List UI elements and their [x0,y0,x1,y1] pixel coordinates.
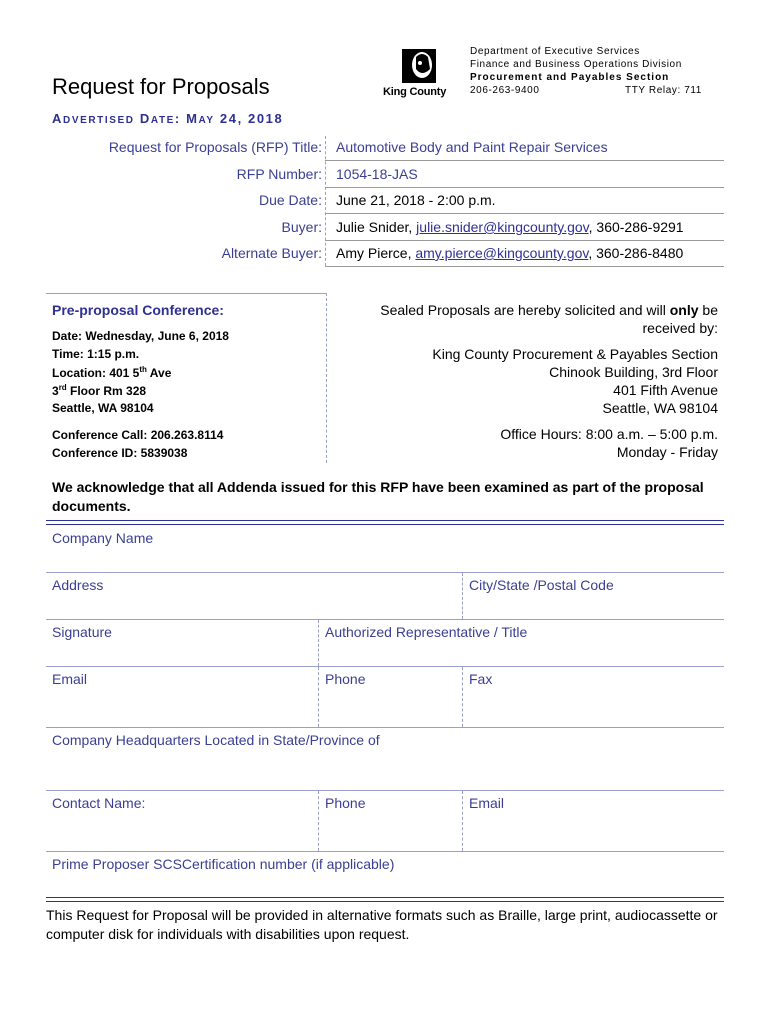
company-name-field[interactable]: Company Name [52,530,154,546]
buyer-value: Julie Snider, julie.snider@kingcounty.gov, 360-286-9291 [336,219,684,235]
form-rule [46,727,724,728]
sealed-address-4: Seattle, WA 98104 [602,400,718,416]
addenda-acknowledgement: We acknowledge that all Addenda issued for this RFP have been examined as part of the proposal documents. [52,479,704,514]
rfp-number-label: RFP Number: [236,166,322,182]
advertised-date: ADVERTISED DATE: MAY 24, 2018 [52,111,284,126]
fax-field[interactable]: Fax [469,671,493,687]
signature-field[interactable]: Signature [52,624,112,640]
dept-line-1: Department of Executive Services [470,46,640,57]
buyer-email-link[interactable]: julie.snider@kingcounty.gov [416,219,589,235]
dept-line-3: Procurement and Payables Section [470,72,670,83]
alternate-buyer-label: Alternate Buyer: [221,245,322,261]
contact-name-field[interactable]: Contact Name: [52,795,146,811]
sealed-address-2: Chinook Building, 3rd Floor [549,364,718,380]
office-hours: Office Hours: 8:00 a.m. – 5:00 p.m. [500,426,718,442]
form-rule [46,619,724,620]
scs-certification-field[interactable]: Prime Proposer SCSCertification number (if applicable) [52,856,395,872]
dept-phone: 206-263-9400 [470,85,540,96]
form-divider [318,791,319,851]
form-divider [462,667,463,727]
due-date-value: June 21, 2018 - 2:00 p.m. [336,192,496,208]
tty-relay: TTY Relay: 711 [625,85,702,96]
form-rule [46,666,724,667]
conference-id: Conference ID: 5839038 [52,446,188,460]
contact-email-field[interactable]: Email [469,795,505,811]
info-separator [325,240,724,241]
due-date-label: Due Date: [258,192,322,208]
form-top-double-rule [46,520,724,525]
sealed-address-3: 401 Fifth Avenue [613,382,718,398]
address-field[interactable]: Address [52,577,104,593]
alternate-buyer-value: Amy Pierce, amy.pierce@kingcounty.gov, 360-286-8480 [336,245,684,261]
conference-heading: Pre-proposal Conference: [52,302,224,318]
rfp-number-value: 1054-18-JAS [336,166,418,182]
page-title: Request for Proposals [52,74,270,99]
dept-line-2: Finance and Business Operations Division [470,59,682,70]
rfp-title-value: Automotive Body and Paint Repair Services [336,139,608,155]
form-divider [318,667,319,727]
buyer-label: Buyer: [281,219,322,235]
city-state-postal-field[interactable]: City/State /Postal Code [469,577,614,593]
form-rule [46,790,724,791]
sealed-line-2: received by: [642,320,718,336]
form-rule [46,851,724,852]
sealed-line-1: Sealed Proposals are hereby solicited and will only be [380,302,718,318]
conference-top-rule [46,293,326,294]
office-days: Monday - Friday [616,444,718,460]
rfp-title-label: Request for Proposals (RFP) Title: [108,139,322,155]
form-divider [318,620,319,666]
conference-location: Location: 401 5th Ave [52,365,172,380]
conference-date: Date: Wednesday, June 6, 2018 [52,329,229,343]
info-divider [325,136,326,266]
sealed-address-1: King County Procurement & Payables Section [432,346,718,362]
form-divider [462,791,463,851]
phone-field[interactable]: Phone [325,671,366,687]
info-separator [325,160,724,161]
conference-city: Seattle, WA 98104 [52,401,154,415]
authorized-representative-field[interactable]: Authorized Representative / Title [325,624,528,640]
info-separator [325,213,724,214]
contact-phone-field[interactable]: Phone [325,795,366,811]
conference-call: Conference Call: 206.263.8114 [52,428,224,442]
form-divider [462,573,463,619]
form-bottom-double-rule [46,897,724,902]
info-separator [325,266,724,267]
headquarters-field[interactable]: Company Headquarters Located in State/Province of [52,732,380,748]
email-field[interactable]: Email [52,671,88,687]
logo-text: King County [383,86,447,98]
info-separator [325,187,724,188]
conference-divider [326,293,327,463]
conference-floor: 3rd Floor Rm 328 [52,383,147,398]
accessibility-notice: This Request for Proposal will be provided in alternative formats such as Braille, large print, audiocassette or computer disk for individuals with disabilities upon request. [46,907,718,942]
conference-time: Time: 1:15 p.m. [52,347,140,361]
form-rule [46,572,724,573]
alternate-buyer-email-link[interactable]: amy.pierce@kingcounty.gov [415,245,589,261]
